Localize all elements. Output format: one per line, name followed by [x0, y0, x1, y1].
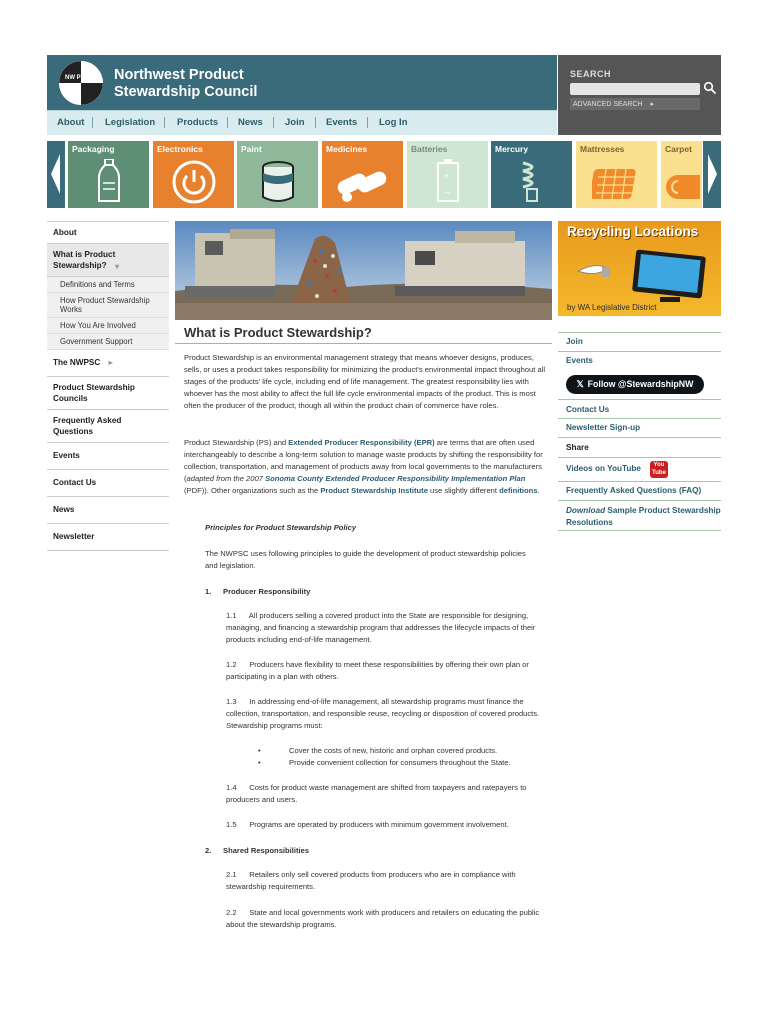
category-label: Mercury: [495, 144, 529, 154]
search-label: SEARCH: [570, 69, 612, 79]
site-title-line1: Northwest Product: [114, 67, 244, 83]
right-link-faq[interactable]: Frequently Asked Questions (FAQ): [558, 481, 721, 500]
text-span: use slightly different: [427, 486, 500, 495]
principle-1-3: 1.3 In addressing end-of-life management, all stewardship programs must finance the collection, transportation, and responsible reuse, recycling or disposition of covered products. Stewardship programs must:: [226, 697, 544, 730]
sidebar-subitem-definitions[interactable]: Definitions and Terms: [47, 277, 169, 293]
pills-icon: [335, 159, 391, 203]
mattress-icon: [592, 159, 642, 203]
sidebar-item-events[interactable]: Events: [47, 443, 169, 470]
advanced-search-link[interactable]: [570, 98, 700, 110]
carpet-roll-icon: [664, 159, 700, 203]
section-2-number: 2.: [205, 846, 212, 855]
follow-twitter-button[interactable]: [566, 375, 704, 394]
section-1-number: 1.: [205, 587, 212, 596]
category-label: Medicines: [326, 144, 368, 154]
sonoma-plan-link[interactable]: Sonoma County Extended Producer Responsibility Implementation Plan: [265, 474, 526, 483]
cfl-bulb-icon: [519, 159, 545, 203]
category-label: Mattresses: [580, 144, 625, 154]
sidebar-subitem-how-it-works[interactable]: How Product Stewardship Works: [47, 293, 169, 318]
principle-1-2: 1.2 Producers have flexibility to meet these responsibilities by offering their own plan or participating in a plan with others.: [226, 660, 532, 681]
chevron-right-icon: ▸: [650, 101, 654, 108]
sidebar-item-councils[interactable]: Product Stewardship Councils: [47, 377, 169, 410]
right-link-join[interactable]: Join: [558, 332, 721, 351]
youtube-icon[interactable]: [650, 461, 668, 478]
recycling-subtitle: by WA Legislative District: [567, 303, 657, 312]
arrow-left-icon: [47, 141, 65, 208]
chevron-right-icon: ▸: [108, 358, 113, 367]
right-link-youtube[interactable]: Videos on YouTube: [558, 457, 721, 481]
hero-landfill-image: [175, 221, 552, 320]
text-span: are terms that are often used interchangeably to describe a long-term solution to manage waste products by shifting the responsibility for collection, transportation, and management of products away from local governments to the manufacturers (: [184, 438, 543, 483]
category-label: Batteries: [411, 144, 448, 154]
definitions-link[interactable]: definitions: [499, 486, 538, 495]
nav-legislation[interactable]: Legislation: [105, 117, 156, 128]
sidebar-item-contact[interactable]: Contact Us: [47, 470, 169, 497]
text-span: Product Stewardship (PS) and: [184, 438, 289, 447]
follow-label: Follow @StewardshipNW: [587, 379, 694, 389]
intro-paragraph: Product Stewardship is an environmental management strategy that means whoever designs, produces, sells, or uses a product takes responsibility for minimizing the product's environmental impact throughout all stages of the products' life cycle, including end of life management. The greatest responsibility lies with whoever has the most ability to affect the full life cycle environmental impacts of the product. This is most often the producer of the product, though all within the product chain of commerce have roles.: [184, 353, 546, 410]
logo[interactable]: [59, 61, 103, 105]
logo-badge-text: NW PSC: [65, 75, 89, 81]
epr-link[interactable]: Extended Producer Responsibility (EPR): [288, 438, 435, 447]
power-icon: [171, 159, 217, 205]
category-medicines[interactable]: [322, 141, 403, 208]
bullet-icon: •: [258, 746, 261, 755]
principles-heading: Principles for Product Stewardship Policy: [205, 523, 357, 532]
share-label: Share: [558, 437, 721, 457]
italic-span: adapted from the 2007: [186, 474, 266, 483]
x-logo-icon: 𝕏: [576, 379, 584, 389]
nav-divider: [273, 117, 274, 128]
sidebar-subitem-how-involved[interactable]: How You Are Involved: [47, 318, 169, 334]
principle-1-5: 1.5 Programs are operated by producers with minimum government involvement.: [226, 820, 509, 829]
principle-2-1: 2.1 Retailers only sell covered products from producers who are in compliance with stewardship requirements.: [226, 870, 518, 891]
sidebar-item-about[interactable]: About: [47, 221, 169, 244]
psi-link[interactable]: Product Stewardship Institute: [320, 486, 428, 495]
logo-mark-icon: [59, 61, 103, 105]
search-input[interactable]: [570, 83, 700, 95]
sidebar-item-the-nwpsc[interactable]: [47, 350, 169, 377]
search-icon[interactable]: [703, 81, 717, 95]
sidebar-item-news[interactable]: News: [47, 497, 169, 524]
category-label: Electronics: [157, 144, 203, 154]
category-electronics[interactable]: [153, 141, 234, 208]
title-divider: [175, 343, 552, 344]
category-paint[interactable]: [237, 141, 318, 208]
sidebar-item-label: What is Product Stewardship?: [53, 250, 116, 270]
recycling-locations-banner[interactable]: [558, 221, 721, 316]
text-span: (PDF)). Other organizations such as the: [184, 486, 321, 495]
yt-badge-line2: Tube: [652, 470, 666, 476]
bullet-item: Cover the costs of new, historic and orphan covered products.: [289, 746, 498, 755]
yt-badge-line1: You: [653, 462, 665, 468]
monitor-bulb-icon: [558, 241, 721, 303]
main-nav: [47, 110, 557, 135]
site-title[interactable]: [114, 67, 257, 101]
category-mercury[interactable]: [491, 141, 572, 208]
category-batteries[interactable]: [407, 141, 488, 208]
principle-2-2: 2.2 State and local governments work with producers and retailers on educating the public about the stewardship programs.: [226, 908, 542, 929]
chevron-down-icon: ▾: [115, 262, 120, 271]
carousel-next-button[interactable]: [703, 141, 721, 208]
download-italic: Download: [566, 506, 606, 515]
section-1-title: Producer Responsibility: [223, 587, 311, 596]
sidebar-item-newsletter[interactable]: Newsletter: [47, 524, 169, 551]
principle-1-4: 1.4 Costs for product waste management are shifted from taxpayers and ratepayers to producers and users.: [226, 783, 529, 804]
category-carpet[interactable]: [661, 141, 702, 208]
search-panel: [558, 55, 721, 135]
nav-divider: [315, 117, 316, 128]
category-packaging[interactable]: [68, 141, 149, 208]
nav-join[interactable]: Join: [285, 117, 305, 128]
nav-divider: [92, 117, 93, 128]
svg-text:+: +: [443, 171, 449, 181]
right-link-download[interactable]: [558, 500, 721, 531]
nav-divider: [164, 117, 165, 128]
battery-icon: [437, 159, 459, 203]
section-2-title: Shared Responsibilities: [223, 846, 310, 855]
svg-text:–: –: [444, 187, 450, 197]
landfill-photo: [175, 221, 552, 320]
site-title-line2: Stewardship Council: [114, 84, 258, 100]
epr-paragraph: [184, 437, 549, 497]
nav-login[interactable]: Log In: [379, 117, 408, 128]
right-link-contact[interactable]: Contact Us: [558, 399, 721, 418]
bottle-icon: [97, 159, 121, 203]
right-link-events[interactable]: Events: [558, 351, 721, 371]
category-label: Packaging: [72, 144, 115, 154]
category-label: Carpet: [665, 144, 692, 154]
paint-can-icon: [260, 159, 296, 203]
nav-news[interactable]: News: [238, 117, 263, 128]
right-link-newsletter[interactable]: Newsletter Sign-up: [558, 418, 721, 437]
nav-events[interactable]: Events: [326, 117, 358, 128]
nav-divider: [367, 117, 368, 128]
nav-products[interactable]: Products: [177, 117, 219, 128]
category-label: Paint: [241, 144, 262, 154]
sidebar-item-label: The NWPSC: [53, 358, 101, 367]
sidebar-item-what-is[interactable]: [47, 244, 169, 277]
bullet-icon: •: [258, 758, 261, 767]
product-category-carousel: [47, 141, 721, 208]
download-label: Sample Product Stewardship Resolutions: [566, 506, 721, 527]
page-title: What is Product Stewardship?: [184, 325, 372, 340]
advanced-search-label: ADVANCED SEARCH: [573, 101, 643, 108]
sidebar-item-faq[interactable]: Frequently Asked Questions: [47, 410, 169, 443]
text-span: .: [537, 486, 540, 495]
nav-divider: [227, 117, 228, 128]
carousel-prev-button[interactable]: [47, 141, 65, 208]
arrow-right-icon: [703, 141, 721, 208]
recycling-title: Recycling Locations: [567, 224, 699, 239]
principle-1-1: 1.1 All producers selling a covered product into the State are responsible for designing, managing, and financing a stewardship program that addresses the lifecycle impacts of their products including end-of-life management.: [226, 611, 538, 644]
site-header: [47, 55, 557, 110]
left-sidebar-nav: [47, 221, 169, 551]
bullet-item: Provide convenient collection for consumers throughout the State.: [289, 758, 511, 767]
principles-intro: The NWPSC uses following principles to guide the development of product stewardship policies and legislation.: [205, 549, 526, 570]
category-mattresses[interactable]: [576, 141, 657, 208]
nav-about[interactable]: About: [57, 117, 85, 128]
sidebar-subitem-government-support[interactable]: Government Support: [47, 334, 169, 350]
